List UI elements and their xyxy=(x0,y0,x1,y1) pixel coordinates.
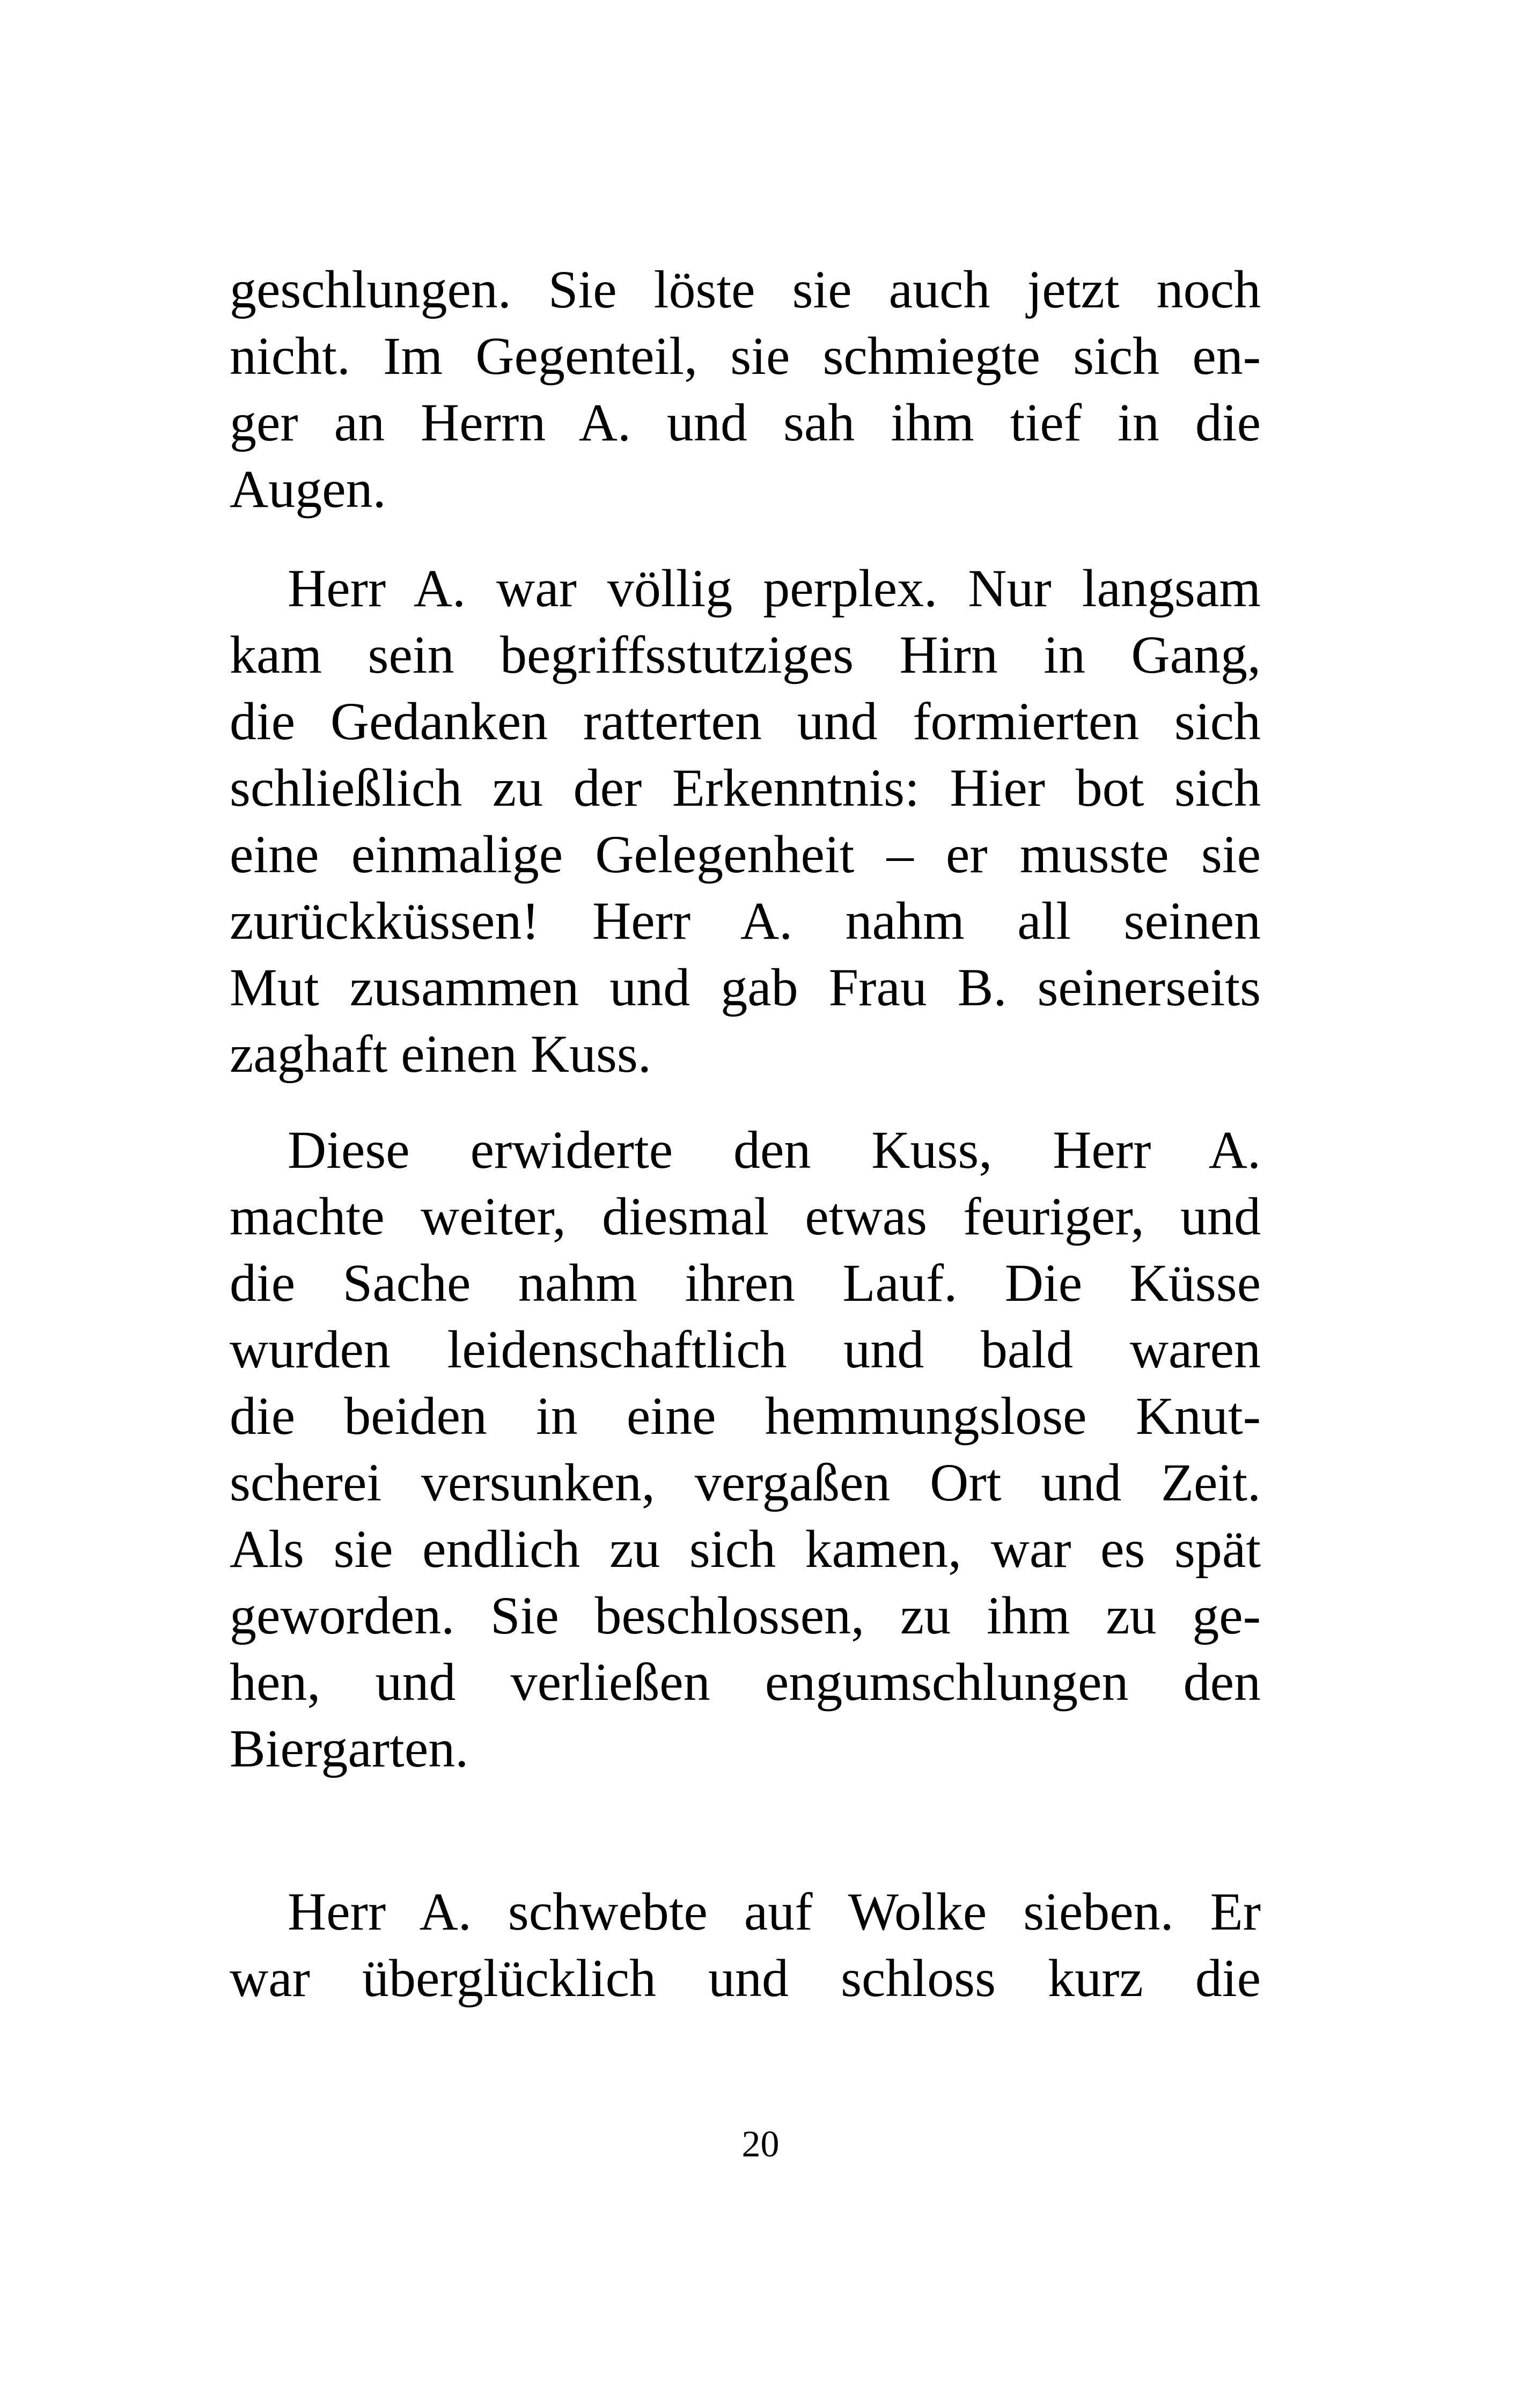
text-line: schließlich zu der Erkenntnis: Hier bot sich xyxy=(230,758,1261,818)
text-line: Als sie endlich zu sich kamen, war es spät xyxy=(230,1519,1261,1579)
paragraph-3 xyxy=(230,1117,1261,1782)
page-number: 20 xyxy=(741,2124,780,2165)
text-line: zurückküssen! Herr A. nahm all seinen xyxy=(230,891,1261,951)
text-line: die Gedanken ratterten und formierten sich xyxy=(230,691,1261,751)
text-line: ger an Herrn A. und sah ihm tief in die xyxy=(230,393,1261,452)
text-line: Augen. xyxy=(230,459,386,519)
text-line: geschlungen. Sie löste sie auch jetzt noch xyxy=(230,260,1261,319)
text-line: nicht. Im Gegenteil, sie schmiegte sich en- xyxy=(230,326,1261,386)
text-line: kam sein begriffsstutziges Hirn in Gang, xyxy=(230,625,1261,684)
text-line: zaghaft einen Kuss. xyxy=(230,1024,651,1084)
text-line: Herr A. schwebte auf Wolke sieben. Er xyxy=(288,1882,1261,1941)
paragraph-4 xyxy=(230,1879,1261,2012)
text-line: geworden. Sie beschlossen, zu ihm zu ge- xyxy=(230,1586,1261,1645)
text-line: Diese erwiderte den Kuss, Herr A. xyxy=(288,1120,1261,1180)
paragraph-1 xyxy=(230,256,1261,522)
text-line: eine einmalige Gelegenheit – er musste sie xyxy=(230,824,1261,884)
text-line: die beiden in eine hemmungslose Knut- xyxy=(230,1386,1261,1446)
text-line: war überglücklich und schloss kurz die xyxy=(230,1948,1261,2008)
text-line: Herr A. war völlig perplex. Nur langsam xyxy=(288,558,1261,618)
text-line: hen, und verließen engumschlungen den xyxy=(230,1652,1261,1712)
text-line: machte weiter, diesmal etwas feuriger, und xyxy=(230,1187,1261,1246)
text-line: Mut zusammen und gab Frau B. seinerseits xyxy=(230,958,1261,1017)
text-line: die Sache nahm ihren Lauf. Die Küsse xyxy=(230,1253,1261,1313)
text-line: Biergarten. xyxy=(230,1719,469,1778)
text-line: scherei versunken, vergaßen Ort und Zeit. xyxy=(230,1453,1261,1512)
text-line: wurden leidenschaftlich und bald waren xyxy=(230,1320,1261,1379)
paragraph-2 xyxy=(230,555,1261,1087)
